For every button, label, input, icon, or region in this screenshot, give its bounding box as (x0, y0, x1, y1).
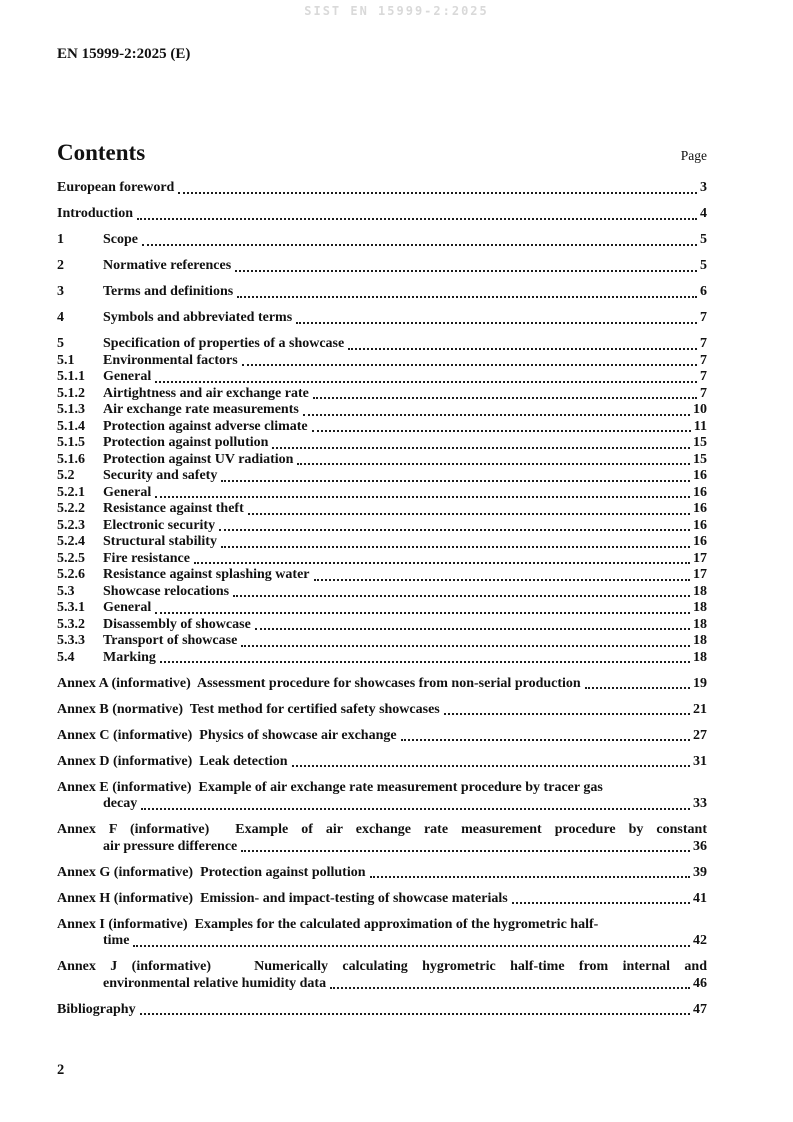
toc-entry-title: environmental relative humidity data (103, 975, 327, 991)
toc-entry-row (57, 386, 707, 403)
toc-entry-number: 3 (57, 284, 64, 299)
toc-entry-row (57, 534, 707, 551)
toc-entry[interactable] (57, 369, 707, 386)
toc-entry-page: 5 (700, 232, 707, 247)
toc-entry[interactable] (57, 702, 707, 719)
toc-entry-row (57, 676, 707, 693)
toc-entry[interactable] (57, 567, 707, 584)
toc-entry-title: Electronic security (103, 517, 216, 533)
toc-entry-page: 16 (693, 517, 707, 533)
toc-entry-number: 5.1.1 (57, 369, 85, 384)
dotted-leader (233, 595, 690, 597)
dotted-leader (241, 645, 690, 647)
toc-entry-page: 7 (700, 336, 707, 351)
toc-entry-page: 42 (693, 933, 707, 948)
dotted-leader (142, 244, 697, 246)
toc-entry-title: Showcase relocations (103, 583, 230, 599)
dotted-leader (237, 296, 697, 298)
toc-entry-row (57, 452, 707, 469)
toc-entry-page: 36 (693, 838, 707, 854)
toc-entry-title: Protection against UV radiation (103, 451, 294, 467)
toc-entry-title: Annex C (informative) Physics of showcase air exchange (57, 727, 397, 743)
toc-entry[interactable] (57, 284, 707, 301)
toc-entry-title: Introduction (57, 206, 133, 221)
toc-entry-title: Annex D (informative) Leak detection (57, 753, 288, 769)
toc-entry-title: General (103, 369, 152, 384)
toc-entry[interactable] (57, 728, 707, 745)
toc-entry-row (57, 468, 707, 485)
dotted-leader (348, 348, 697, 350)
dotted-leader (235, 270, 697, 272)
toc-entry-number: 5.1.4 (57, 418, 85, 434)
toc-entry-number: 5.3 (57, 583, 75, 599)
toc-entry-title: Bibliography (57, 1001, 136, 1017)
dotted-leader (444, 713, 690, 715)
toc-entry-row (57, 310, 707, 327)
toc-entry-row (57, 567, 707, 584)
toc-entry[interactable] (57, 676, 707, 693)
contents-header (57, 140, 707, 166)
toc-entry-title: General (103, 600, 152, 615)
toc-entry-title: Disassembly of showcase (103, 616, 251, 632)
toc-entry-number: 5.2.2 (57, 501, 85, 516)
toc-entry[interactable] (57, 822, 707, 855)
toc-entry-row (57, 600, 707, 617)
toc-entry-page: 16 (693, 484, 707, 500)
toc-entry-page: 15 (693, 435, 707, 450)
dotted-leader (297, 463, 690, 465)
toc-entry-wrapped-lines (57, 917, 707, 934)
toc-entry-row (57, 796, 707, 813)
dotted-leader (219, 529, 690, 531)
toc-entry-row (57, 232, 707, 249)
toc-entry-title: time (103, 933, 130, 948)
toc-entry-page: 17 (693, 550, 707, 566)
toc-entry-row (57, 633, 707, 650)
toc-entry-title: Fire resistance (103, 550, 190, 566)
toc-entry-page: 16 (693, 501, 707, 516)
toc-entry-page: 15 (693, 451, 707, 467)
dotted-leader (312, 430, 691, 432)
dotted-leader (313, 397, 697, 399)
dotted-leader (140, 1013, 690, 1015)
toc-entry-title: Annex A (informative) Assessment procedure for showcases from non-serial production (57, 675, 581, 691)
dotted-leader (585, 687, 690, 689)
dotted-leader (272, 447, 690, 449)
toc-entry[interactable] (57, 650, 707, 667)
toc-entry-number: 5.2.5 (57, 550, 85, 566)
toc-entry-number: 5 (57, 336, 64, 351)
toc-entry[interactable] (57, 518, 707, 535)
dotted-leader (241, 850, 690, 852)
toc-entry-wrapped-lines (57, 822, 707, 839)
toc-entry-page: 18 (693, 616, 707, 632)
toc-entry-title: Symbols and abbreviated terms (103, 310, 293, 325)
toc-entry-row (57, 617, 707, 634)
toc-entry-line: Annex I (informative) Examples for the calculated approximation of the hygrometric half- (57, 916, 599, 932)
toc-entry-number: 5.1.5 (57, 435, 85, 450)
toc-entry-page: 47 (693, 1001, 707, 1017)
dotted-leader (303, 414, 690, 416)
toc-entry-page: 18 (693, 583, 707, 599)
toc-entry-page: 10 (693, 402, 707, 417)
toc-entry-row (57, 891, 707, 908)
dotted-leader (137, 218, 697, 220)
dotted-leader (221, 546, 690, 548)
dotted-leader (314, 579, 690, 581)
toc-entry-title: decay (103, 796, 138, 811)
toc-entry-title: Security and safety (103, 468, 218, 483)
toc-entry-title: air pressure difference (103, 838, 238, 854)
toc-entry-page: 5 (700, 258, 707, 273)
toc-entry-page: 6 (700, 284, 707, 299)
toc-entry-row (57, 180, 707, 197)
toc-entry[interactable] (57, 435, 707, 452)
toc-entry-row (57, 754, 707, 771)
toc-entry-title: Structural stability (103, 534, 217, 549)
toc-entry-number: 2 (57, 258, 64, 273)
toc-entry-page: 16 (693, 534, 707, 549)
toc-entry-number: 5.3.2 (57, 616, 85, 632)
toc-entry-wrapped-lines (57, 959, 707, 976)
toc-entry[interactable] (57, 258, 707, 275)
toc-entry-title: Air exchange rate measurements (103, 402, 299, 417)
toc-entry-wrapped-lines (57, 780, 707, 797)
toc-entry[interactable] (57, 600, 707, 617)
toc-entry[interactable] (57, 468, 707, 485)
toc-entry-number: 1 (57, 232, 64, 247)
table-of-contents (57, 140, 707, 1018)
toc-entry-page: 4 (700, 206, 707, 221)
toc-entry-line: Annex J (informative) Numerically calculating hygrometric half-time from internal and (57, 959, 707, 974)
toc-entry[interactable] (57, 402, 707, 419)
toc-entry[interactable] (57, 754, 707, 771)
toc-entry-page: 18 (693, 649, 707, 665)
toc-entry-row (57, 284, 707, 301)
toc-entry-row (57, 702, 707, 719)
toc-entry-line: Annex F (informative) Example of air exchange rate measurement procedure by constant (57, 822, 707, 837)
toc-entry-page: 18 (693, 600, 707, 615)
dotted-leader (141, 808, 690, 810)
toc-entry-row (57, 976, 707, 993)
toc-entry-row (57, 584, 707, 601)
toc-entry-title: Resistance against theft (103, 501, 244, 516)
toc-entry-row (57, 402, 707, 419)
toc-entry[interactable] (57, 336, 707, 353)
toc-entry[interactable] (57, 180, 707, 197)
toc-entry-title: Protection against pollution (103, 435, 269, 450)
toc-entry-title: Resistance against splashing water (103, 567, 310, 582)
toc-entry-title: Annex G (informative) Protection against pollution (57, 864, 366, 880)
toc-entry[interactable] (57, 534, 707, 551)
toc-entry-number: 5.2 (57, 468, 75, 483)
toc-entry[interactable] (57, 865, 707, 882)
toc-entry-row (57, 650, 707, 667)
toc-entry[interactable] (57, 584, 707, 601)
toc-entry[interactable] (57, 452, 707, 469)
dotted-leader (401, 739, 690, 741)
toc-entry-row (57, 258, 707, 275)
toc-entry-row (57, 369, 707, 386)
contents-heading: Contents (57, 140, 146, 165)
toc-entry[interactable] (57, 1002, 707, 1019)
page-column-label: Page (680, 148, 707, 163)
toc-entry-title: Transport of showcase (103, 633, 238, 648)
toc-list (57, 180, 707, 1018)
toc-entry[interactable] (57, 206, 707, 223)
dotted-leader (296, 322, 697, 324)
toc-entry-title: Annex B (normative) Test method for certified safety showcases (57, 701, 440, 717)
toc-entry-number: 5.1 (57, 352, 75, 368)
toc-entry-page: 21 (693, 701, 707, 717)
toc-entry-page: 11 (693, 418, 707, 434)
toc-entry-page: 7 (700, 369, 707, 384)
toc-entry-page: 31 (693, 753, 707, 769)
toc-entry-row (57, 485, 707, 502)
dotted-leader (512, 902, 690, 904)
toc-entry-page: 19 (693, 675, 707, 691)
toc-entry-row (57, 865, 707, 882)
document-reference: EN 15999-2:2025 (E) (57, 46, 191, 62)
toc-entry-line: Annex E (informative) Example of air exchange rate measurement procedure by tracer gas (57, 779, 603, 795)
toc-entry-row (57, 839, 707, 856)
toc-entry-title: Marking (103, 649, 156, 665)
dotted-leader (242, 364, 697, 366)
toc-entry-page: 39 (693, 864, 707, 880)
toc-entry[interactable] (57, 780, 707, 813)
toc-entry-row (57, 728, 707, 745)
toc-entry-title: Environmental factors (103, 352, 238, 368)
toc-entry[interactable] (57, 633, 707, 650)
toc-entry-page: 46 (693, 975, 707, 991)
toc-entry-number: 5.2.6 (57, 567, 85, 582)
dotted-leader (178, 192, 697, 194)
toc-entry-page: 7 (700, 310, 707, 325)
toc-entry[interactable] (57, 232, 707, 249)
toc-entry-page: 3 (700, 180, 707, 195)
page-number: 2 (57, 1062, 65, 1078)
toc-entry[interactable] (57, 353, 707, 370)
toc-entry-title: European foreword (57, 180, 175, 195)
toc-entry-number: 5.2.1 (57, 484, 85, 500)
toc-entry-number: 5.3.3 (57, 633, 85, 648)
toc-entry[interactable] (57, 419, 707, 436)
toc-entry-row (57, 933, 707, 950)
toc-entry-title: Annex H (informative) Emission- and impact-testing of showcase materials (57, 890, 508, 906)
dotted-leader (292, 765, 690, 767)
toc-entry-number: 5.1.6 (57, 451, 85, 467)
toc-entry-number: 5.4 (57, 649, 75, 665)
watermark-text: SIST EN 15999-2:2025 (304, 4, 489, 18)
dotted-leader (155, 612, 690, 614)
toc-entry[interactable] (57, 386, 707, 403)
dotted-leader (160, 661, 690, 663)
toc-entry-page: 7 (700, 352, 707, 368)
toc-entry-title: Airtightness and air exchange rate (103, 385, 309, 401)
toc-entry[interactable] (57, 310, 707, 327)
toc-entry-page: 27 (693, 727, 707, 743)
toc-entry-number: 5.2.3 (57, 517, 85, 533)
toc-entry-row (57, 1002, 707, 1019)
toc-entry[interactable] (57, 959, 707, 992)
toc-entry[interactable] (57, 917, 707, 950)
toc-entry[interactable] (57, 551, 707, 568)
toc-entry-row (57, 353, 707, 370)
dotted-leader (155, 381, 697, 383)
toc-entry-title: Terms and definitions (103, 284, 234, 299)
toc-entry-number: 5.2.4 (57, 534, 85, 549)
toc-entry-row (57, 206, 707, 223)
toc-entry-title: Specification of properties of a showcase (103, 336, 345, 351)
toc-entry-number: 5.1.3 (57, 402, 85, 417)
toc-entry[interactable] (57, 501, 707, 518)
toc-entry-title: Normative references (103, 258, 232, 273)
toc-entry-number: 4 (57, 310, 64, 325)
toc-entry-title: Scope (103, 232, 138, 247)
toc-entry-title: General (103, 484, 152, 500)
dotted-leader (194, 562, 690, 564)
toc-entry[interactable] (57, 891, 707, 908)
toc-entry-page: 18 (693, 633, 707, 648)
toc-entry-page: 16 (693, 468, 707, 483)
dotted-leader (133, 945, 690, 947)
dotted-leader (255, 628, 690, 630)
toc-entry-row (57, 518, 707, 535)
toc-entry-page: 33 (693, 796, 707, 811)
toc-entry-number: 5.1.2 (57, 385, 85, 401)
toc-entry-row (57, 336, 707, 353)
toc-entry[interactable] (57, 485, 707, 502)
toc-entry-row (57, 551, 707, 568)
toc-entry[interactable] (57, 617, 707, 634)
dotted-leader (221, 480, 690, 482)
toc-entry-row (57, 419, 707, 436)
toc-entry-page: 41 (693, 890, 707, 906)
dotted-leader (330, 987, 690, 989)
dotted-leader (155, 496, 690, 498)
dotted-leader (370, 876, 690, 878)
dotted-leader (248, 513, 690, 515)
toc-entry-number: 5.3.1 (57, 600, 85, 615)
toc-entry-row (57, 501, 707, 518)
toc-entry-title: Protection against adverse climate (103, 418, 308, 434)
toc-entry-row (57, 435, 707, 452)
toc-entry-page: 7 (700, 385, 707, 401)
toc-entry-page: 17 (693, 567, 707, 582)
